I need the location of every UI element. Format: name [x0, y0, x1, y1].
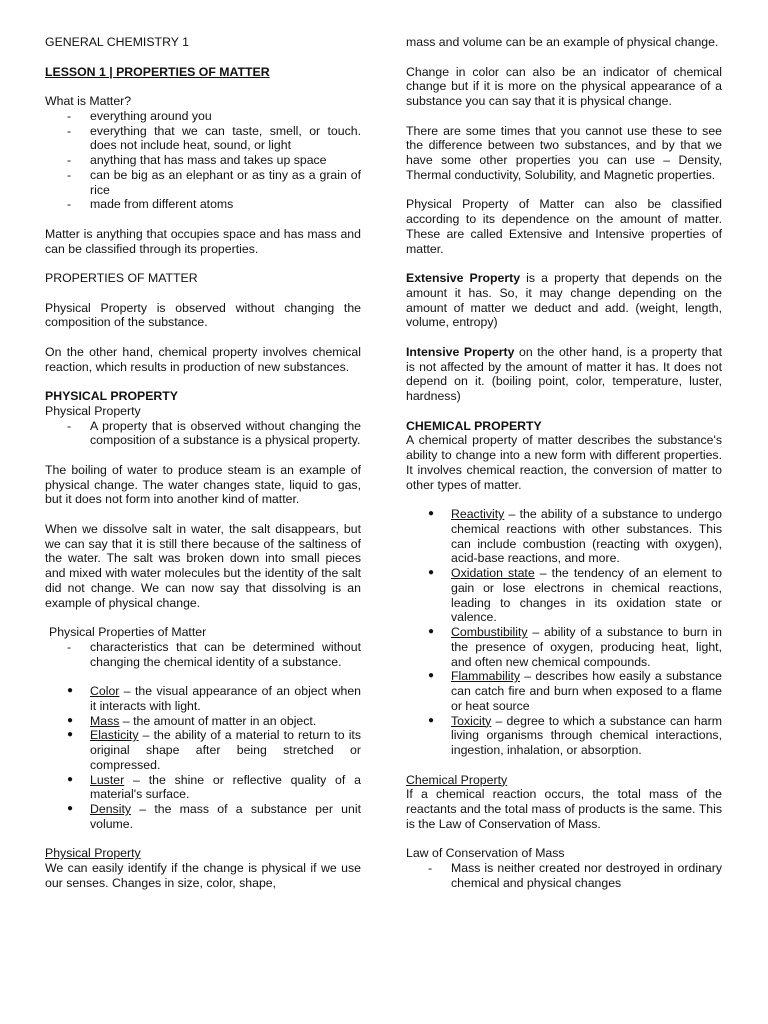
physical-property-heading: PHYSICAL PROPERTY [45, 389, 179, 403]
matter-definition: Matter is anything that occupies space and has mass and can be classified through its properties. [45, 226, 361, 256]
extensive-term: Extensive Property [406, 271, 521, 285]
list-item: ● Toxicity – degree to which a substance can harm living organisms through chemical interactions, ingestion, inhalation, or absorption. [428, 713, 722, 757]
list-item: - anything that has mass and takes up space [67, 153, 327, 167]
chemical-paragraph: A chemical property of matter describes the substance's ability to change into a new form with different properties. It involves chemical reaction, the conversion of matter to other types of matter. [406, 433, 722, 492]
physical-properties-bullets [45, 684, 361, 832]
ppm-list [45, 640, 361, 670]
matter-list [45, 109, 361, 212]
intensive-term: Intensive Property [406, 344, 515, 359]
other-properties-paragraph: There are some times that you cannot use these to see the difference between two substances, and by that we have some other properties you can use – Density, Thermal conductivity, Solubility, and Magnetic properties. [406, 123, 722, 182]
list-item: - made from different atoms [67, 197, 234, 212]
list-item: ● Density – the mass of a substance per unit volume. [67, 802, 361, 831]
list-item: - everything that we can taste, smell, or touch. does not include heat, sound, or light [67, 123, 361, 153]
physical-list [45, 419, 361, 449]
list-item: - can be big as an elephant or as tiny as a grain of rice [67, 167, 361, 197]
chemical-property-heading: CHEMICAL PROPERTY [406, 418, 542, 433]
properties-heading: PROPERTIES OF MATTER [45, 271, 198, 285]
list-item: ● Oxidation state – the tendency of an element to gain or lose electrons in chemical reactions, leading to changes in its oxidation state or valence. [428, 566, 722, 625]
right-column [406, 35, 722, 891]
chemical-properties-bullets [406, 507, 722, 758]
law-heading: Law of Conservation of Mass [406, 846, 565, 861]
law-list [406, 861, 722, 891]
classified-paragraph: Physical Property of Matter can also be classified according to its dependence on the amount of matter. These are called Extensive and Intensive properties of matter. [406, 197, 722, 256]
continued-paragraph: mass and volume can be an example of physical change. [406, 35, 719, 49]
list-item: ● Luster – the shine or reflective quality of a material's surface. [67, 772, 361, 802]
list-item: - everything around you [67, 108, 212, 123]
list-item: ● Reactivity – the ability of a substance to undergo chemical reactions with other substances. This can include combustion (reacting with oxygen), acid-base reactions, and more. [428, 507, 722, 566]
left-column [45, 35, 361, 891]
physical-property-subheading: Physical Property [45, 403, 141, 418]
lesson-title: LESSON 1 | PROPERTIES OF MATTER [45, 64, 270, 79]
physical-properties-of-matter-heading: Physical Properties of Matter [49, 625, 207, 639]
document-header: GENERAL CHEMISTRY 1 [45, 35, 189, 49]
intensive-paragraph: Intensive Property on the other hand, is a property that is not affected by the amount of matter it has. It does not depend on it. (boiling point, color, temperature, luster, hardness) [406, 344, 722, 403]
senses-paragraph: We can easily identify if the change is physical if we use our senses. Changes in size, color, shape, [45, 861, 361, 890]
boiling-paragraph: The boiling of water to produce steam is an example of physical change. The water changes state, liquid to gas, but it does not form into another kind of matter. [45, 462, 361, 507]
conservation-paragraph: If a chemical reaction occurs, the total mass of the reactants and the total mass of products is the same. This is the Law of Conservation of Mass. [406, 787, 722, 831]
physical-property-heading-2: Physical Property [45, 846, 141, 861]
list-item: ● Combustibility – ability of a substance to burn in the presence of oxygen, producing heat, light, and often new chemical compounds. [428, 625, 722, 669]
physical-intro: Physical Property is observed without changing the composition of the substance. [45, 300, 361, 330]
list-item: - Mass is neither created nor destroyed in ordinary chemical and physical changes [428, 861, 722, 890]
what-is-matter-question: What is Matter? [45, 94, 132, 108]
salt-paragraph: When we dissolve salt in water, the salt disappears, but we can say that it is still there because of the saltiness of the water. The salt was broken down into small pieces and mixed with water molecules but the identity of the salt did not change. We can now say that dissolving is an example of physical change. [45, 521, 361, 610]
list-item: ● Elasticity – the ability of a material to return to its original shape after being stretched or compressed. [67, 728, 361, 772]
chemical-intro: On the other hand, chemical property involves chemical reaction, which results in production of new substances. [45, 344, 361, 374]
list-item: ● Mass – the amount of matter in an object. [67, 713, 317, 728]
list-item: - A property that is observed without changing the composition of a substance is a physical property. [67, 418, 361, 448]
list-item: ● Flammability – describes how easily a substance can catch fire and burn when exposed to a flame or heat source [428, 669, 722, 713]
chemical-property-heading-2: Chemical Property [406, 772, 508, 787]
list-item: ● Color – the visual appearance of an object when it interacts with light. [67, 684, 361, 713]
color-change-paragraph: Change in color can also be an indicator of chemical change but if it is more on the physical appearance of a substance you can say that it is physical change. [406, 64, 722, 108]
extensive-paragraph: Extensive Property is a property that depends on the amount it has. So, it may change depending on the amount of matter we deduct and add. (weight, length, volume, entropy) [406, 271, 722, 330]
list-item: - characteristics that can be determined without changing the chemical identity of a substance. [67, 639, 361, 669]
